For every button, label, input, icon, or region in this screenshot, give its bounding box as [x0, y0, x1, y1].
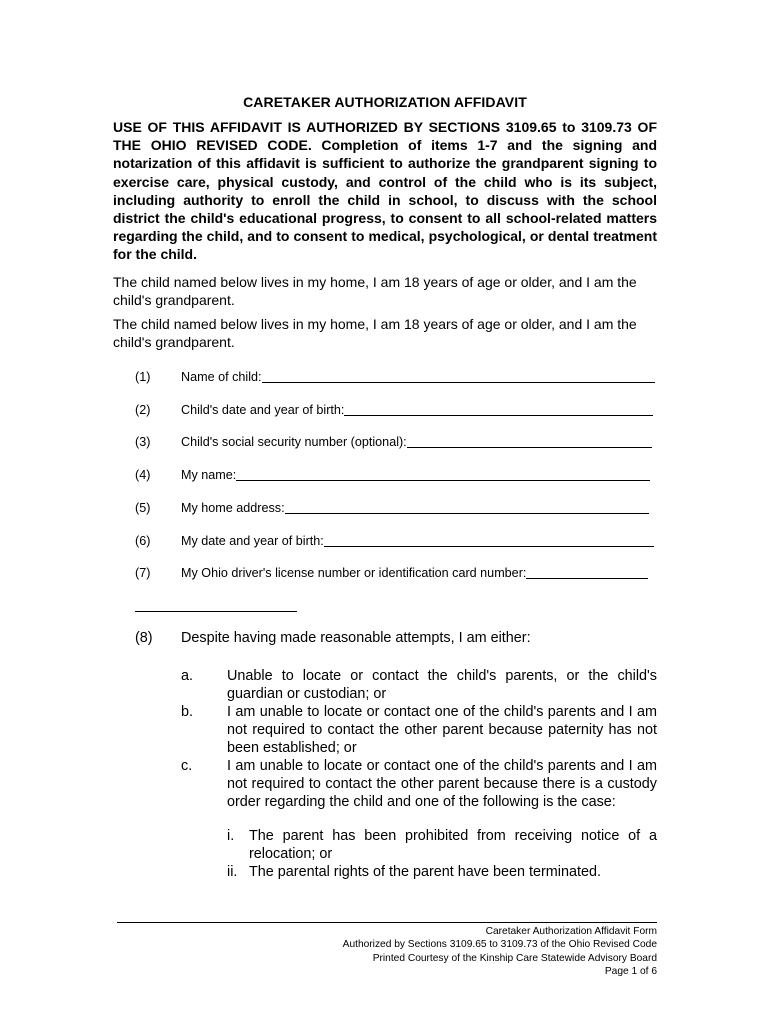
field-child-name — [135, 368, 655, 386]
field-label: Child's date and year of birth: — [181, 403, 345, 417]
option-letter: b. — [181, 704, 194, 720]
sub-option-text: The parental rights of the parent have been terminated. — [249, 864, 601, 880]
field-child-ssn — [135, 433, 652, 451]
my-name-input-line[interactable] — [236, 467, 650, 481]
sub-option-numeral: ii. — [227, 864, 238, 880]
option-text: I am unable to locate or contact one of the child's parents and I am not required to contact the other parent because there is a custody order regarding the child and one of the following is the case: — [227, 758, 657, 811]
page-number: Page 1 of 6 — [604, 966, 657, 978]
sub-option-numeral: i. — [227, 828, 235, 844]
item-8 — [135, 629, 531, 647]
footer-courtesy: Printed Courtesy of the Kinship Care Statewide Advisory Board — [372, 952, 657, 964]
page-footer — [343, 925, 657, 979]
item-8-text: Despite having made reasonable attempts, I am either: — [181, 630, 531, 646]
field-child-birth-date — [135, 401, 653, 419]
footer-divider — [117, 922, 657, 923]
my-birth-date-input-line[interactable] — [324, 533, 654, 547]
grandparent-declaration-2: The child named below lives in my home, I am 18 years of age or older, and I am the child's grandparent. — [113, 316, 637, 351]
field-label: My name: — [181, 468, 237, 482]
option-a — [181, 667, 657, 703]
field-home-address — [135, 499, 649, 517]
field-label: Name of child: — [181, 370, 262, 384]
option-c — [181, 757, 657, 812]
field-label: My Ohio driver's license number or identification card number: — [181, 566, 527, 580]
field-my-birth-date — [135, 532, 654, 550]
grandparent-declaration-1: The child named below lives in my home, I am 18 years of age or older, and I am the child's grandparent. — [113, 274, 637, 309]
sub-option-text: The parent has been prohibited from receiving notice of a relocation; or — [249, 828, 657, 863]
footer-authorization: Authorized by Sections 3109.65 to 3109.73 of the Ohio Revised Code — [342, 939, 657, 951]
field-label: Child's social security number (optional): — [181, 435, 407, 449]
item-number: (4) — [135, 468, 151, 482]
sub-option-i — [227, 827, 657, 863]
option-text: I am unable to locate or contact one of the child's parents and I am not required to contact the other parent because paternity has not been established; or — [227, 704, 657, 757]
item-number: (1) — [135, 370, 151, 384]
option-letter: a. — [181, 668, 194, 684]
footer-form-name: Caretaker Authorization Affidavit Form — [485, 926, 657, 937]
option-text: Unable to locate or contact the child's parents, or the child's guardian or custodian; or — [227, 668, 657, 703]
field-license-number — [135, 564, 648, 582]
home-address-input-line[interactable] — [285, 500, 649, 514]
option-b — [181, 703, 657, 758]
option-letter: c. — [181, 758, 193, 774]
license-number-input-line[interactable] — [526, 565, 648, 579]
item-number: (7) — [135, 566, 151, 580]
child-birth-date-input-line[interactable] — [344, 402, 653, 416]
item-number: (5) — [135, 501, 151, 515]
document-title: CARETAKER AUTHORIZATION AFFIDAVIT — [243, 94, 527, 110]
field-my-name — [135, 466, 650, 484]
field-label: My date and year of birth: — [181, 534, 324, 548]
item-number: (8) — [135, 630, 153, 646]
field-label: My home address: — [181, 501, 285, 515]
child-name-input-line[interactable] — [262, 369, 656, 383]
license-number-continuation-line[interactable] — [135, 611, 297, 612]
item-number: (3) — [135, 435, 151, 449]
item-number: (2) — [135, 403, 151, 417]
authorization-statement: USE OF THIS AFFIDAVIT IS AUTHORIZED BY SECTIONS 3109.65 to 3109.73 OF THE OHIO REVISED CODE. Completion of items 1-7 and the signing and notarization of this affidavit is sufficient to authorize the grandparent signing to exercise care, physical custody, and control of the child who is its subject, including authority to enroll the child in school, to discuss with the school district the child's educational progress, to consent to all school-related matters regarding the child, and to consent to medical, psychological, or dental treatment for the child. — [113, 119, 657, 263]
child-ssn-input-line[interactable] — [407, 434, 652, 448]
sub-option-ii — [227, 863, 657, 881]
item-number: (6) — [135, 534, 151, 548]
